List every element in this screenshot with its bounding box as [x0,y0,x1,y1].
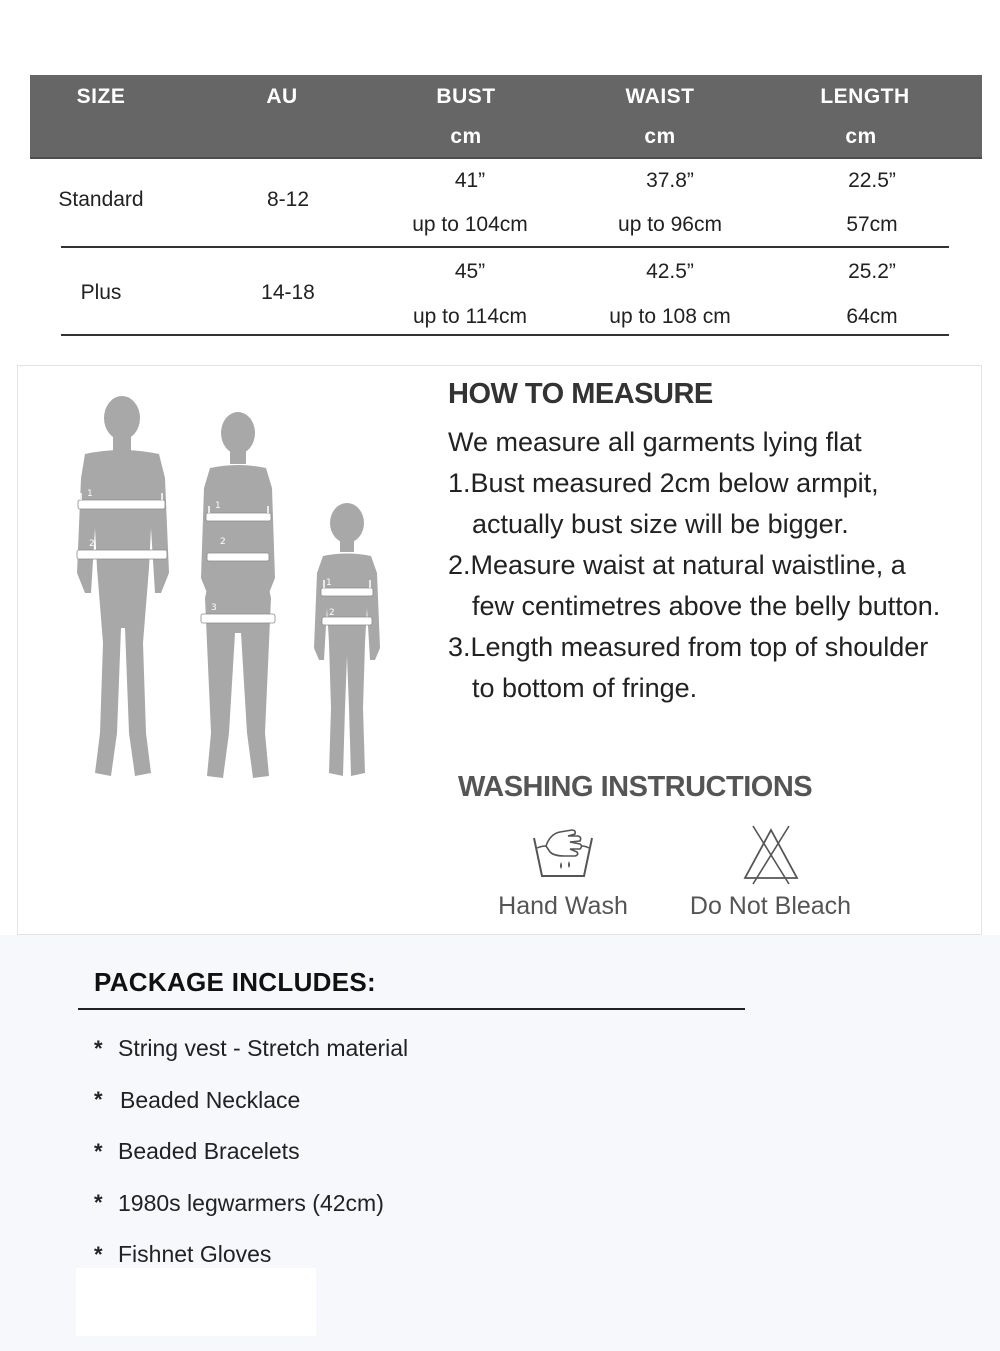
row-waist-cm: up to 96cm [618,213,722,236]
row-waist-in: 37.8” [646,169,694,192]
header-bust: BUST [436,85,496,108]
row-bust-cm: up to 104cm [412,213,528,236]
child-bust-tape [321,588,373,596]
row-au: 14-18 [261,281,315,304]
package-list [94,1023,408,1281]
do-not-bleach-icon [739,824,803,886]
measure-line: actually bust size will be bigger. [472,509,849,539]
package-item-label: Fishnet Gloves [118,1241,272,1268]
row-size: Plus [80,281,122,304]
blank-patch [76,1268,316,1336]
bullet: * [94,1241,103,1267]
female-waist-tape [207,553,269,561]
measure-line: few centimetres above the belly button. [472,591,941,621]
measure-line: 3.Length measured from top of shoulder [448,632,929,662]
do-not-bleach-label: Do Not Bleach [689,892,852,920]
female-figure [201,412,275,778]
row-au: 8-12 [266,188,310,211]
package-title: PACKAGE INCLUDES: [94,967,376,997]
size-table [30,75,982,328]
table-row [30,248,982,336]
female-mark-1: 1 [215,501,221,511]
list-item [94,1023,408,1075]
bullet: * [94,1138,103,1164]
child-figure [314,503,380,776]
package-section [0,935,1000,1351]
row-waist-cm: up to 108 cm [609,305,731,328]
header-waist-unit: cm [644,125,676,148]
package-item-label: Beaded Bracelets [118,1138,300,1165]
bullet: * [94,1190,103,1216]
male-bust-tape [78,500,165,509]
female-hip-tape [201,614,275,623]
bullet: * [94,1087,103,1113]
female-mark-2: 2 [220,537,226,547]
row-bust-in: 41” [454,169,486,192]
child-mark-1: 1 [326,578,332,588]
male-waist-tape [77,550,167,559]
hand-wash-label: Hand Wash [498,892,628,920]
package-item-label: String vest - Stretch material [118,1035,409,1062]
header-au: AU [266,85,298,108]
do-not-bleach-item [683,824,858,921]
child-mark-2: 2 [329,608,335,618]
row-length-in: 22.5” [848,169,896,192]
washing-instructions-title: WASHING INSTRUCTIONS [458,771,813,803]
header-waist: WAIST [625,85,695,108]
body-figures-illustration [43,388,403,788]
bullet: * [94,1035,103,1061]
list-item [94,1126,408,1178]
male-figure [77,396,169,776]
package-item-label: 1980s legwarmers (42cm) [118,1189,384,1216]
row-size: Standard [58,188,144,211]
package-item-label: Beaded Necklace [120,1086,301,1113]
header-length-unit: cm [845,125,877,148]
list-item [94,1075,408,1127]
package-divider [78,1008,745,1010]
male-mark-1: 1 [87,489,93,499]
size-table-header [30,75,982,159]
measure-panel [17,365,982,935]
measure-line: 1.Bust measured 2cm below armpit, [448,468,879,498]
row-divider [61,334,949,336]
female-bust-tape [206,513,271,521]
row-length-in: 25.2” [848,260,896,283]
row-length-cm: 64cm [846,305,898,328]
hand-wash-icon [528,824,598,886]
hand-wash-item [488,824,638,921]
male-mark-2: 2 [89,539,95,549]
female-mark-3: 3 [211,603,217,613]
measure-line: We measure all garments lying flat [448,427,862,457]
header-length: LENGTH [820,85,910,108]
how-to-measure-title: HOW TO MEASURE [448,378,713,410]
how-to-measure-text [448,422,988,709]
measure-line: 2.Measure waist at natural waistline, a [448,550,906,580]
list-item [94,1178,408,1230]
row-bust-in: 45” [454,260,486,283]
header-bust-unit: cm [450,125,482,148]
table-row [30,159,982,247]
row-length-cm: 57cm [846,213,898,236]
measure-line: to bottom of fringe. [472,673,698,703]
child-waist-tape [322,617,372,625]
row-bust-cm: up to 114cm [412,305,527,328]
row-waist-in: 42.5” [646,260,694,283]
header-size: SIZE [76,85,126,108]
